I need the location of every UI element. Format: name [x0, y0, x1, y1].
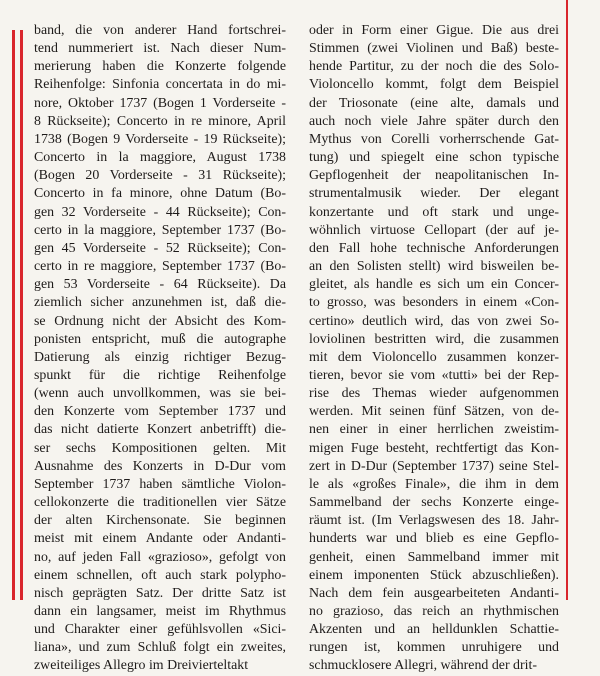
text-line: Reihenfolge: Sinfonia concertata in do mi- — [34, 77, 286, 93]
text-line: tung) und spiegelt eine schon typische — [309, 150, 559, 166]
text-line: Akzenten und an helldunklen Schattie- — [309, 622, 559, 638]
text-line: rungen ist, kommen unruhigere und — [309, 640, 559, 656]
text-line: einem imponenten Stück abzuschließen). — [309, 567, 559, 583]
text-line: einem schnellen, oft auch stark polypho- — [34, 567, 286, 583]
text-line: rise des Themas wieder aufgenommen — [309, 386, 559, 402]
text-line: hunderts war und blieb es eine Gepflo- — [309, 531, 559, 547]
text-line: certino» deutlich wird, das von zwei So- — [309, 313, 559, 329]
text-line: genheit, einen Sammelband immer mit — [309, 549, 559, 565]
text-line: hende Partitur, zu der noch die des Solo- — [309, 59, 559, 75]
text-line: (Bogen 20 Vorderseite - 31 Rückseite); — [34, 168, 286, 184]
text-line: le als «großes Finale», die ihm in dem — [309, 476, 559, 492]
text-line: strumentalmusik wieder. Der elegant — [309, 186, 559, 202]
text-line: September 1737 haben sämtliche Violon- — [34, 476, 286, 492]
text-line: ponisten entspricht, muß die autographe — [34, 331, 286, 347]
text-line: zweiteiliges Allegro im Dreivierteltakt — [34, 658, 249, 674]
text-line: gen 45 Vorderseite - 52 Rückseite); Con- — [34, 240, 286, 256]
text-line: und Charakter einer gefühlsvollen «Sici- — [34, 622, 286, 638]
text-line: 8 Rückseite); Concerto in re minore, April — [34, 113, 286, 129]
text-line: nen einer in einer herrlichen zweistim- — [309, 422, 559, 438]
text-line: gleitet, als handle es sich um ein Concer- — [309, 277, 559, 293]
text-line: certo in la maggiore, September 1737 (Bo- — [34, 222, 286, 238]
text-line: schmucklosere Allegri, während der drit- — [309, 658, 537, 674]
text-line: migen Fuge besteht, rechtfertigt das Kon- — [309, 440, 559, 456]
text-line: dann ein langsamer, meist im Rhythmus — [34, 604, 286, 619]
red-margin-stripe — [20, 30, 23, 600]
text-line: Gepflogenheit der neapolitanischen In- — [309, 168, 559, 184]
text-line: tieren, bevor sie vom «tutti» bei der Rep- — [309, 367, 559, 383]
text-line: (wenn auch unvollkommen, was sie bei- — [34, 386, 286, 402]
text-line: loviolinen bestritten wird, die zusammen — [309, 331, 559, 347]
red-column-divider — [566, 0, 568, 600]
text-line: Stimmen (zwei Violinen und Baß) beste- — [309, 41, 559, 57]
text-line: zert in D-Dur (September 1737) seine Stel- — [309, 458, 559, 474]
text-line: Concerto in fa minore, ohne Datum (Bo- — [34, 186, 286, 202]
text-line: konzertante und oft stark und unge- — [309, 204, 559, 220]
text-line: band, die von anderer Hand fortschrei- — [34, 23, 286, 38]
text-line: Mythus von Corelli vorherrschende Gat- — [309, 131, 559, 147]
text-line: tend nummeriert ist. Nach dieser Num- — [34, 41, 286, 57]
text-line: oder in Form einer Gigue. Die aus drei — [309, 23, 559, 38]
text-line: nisch geprägten Satz. Der dritte Satz ist — [34, 585, 286, 601]
text-line: spunkt für die richtige Reihenfolge — [34, 367, 286, 383]
red-margin-stripe — [12, 30, 15, 600]
text-line: der alten Kirchensonate. Sie beginnen — [34, 513, 286, 529]
text-line: an den Solisten stellt) wird bisweilen be- — [309, 259, 559, 275]
text-line: 1738 (Bogen 9 Vorderseite - 19 Rückseite); — [34, 131, 286, 147]
text-line: Sammelband der sechs Konzerte einge- — [309, 495, 559, 511]
text-line: merierung haben die Konzerte folgende — [34, 59, 286, 75]
text-line: no grazioso, das reich an rhythmischen — [309, 604, 559, 619]
text-line: meist mit einem Andante oder Andanti- — [34, 531, 286, 547]
text-line: werden. Mit seinen fünf Sätzen, von de- — [309, 404, 559, 420]
text-line: das nicht datierte Konzert anbetrifft) die- — [34, 422, 286, 438]
text-line: gen 32 Vorderseite - 44 Rückseite); Con- — [34, 204, 286, 220]
left-text-column — [34, 22, 286, 676]
text-line: cellokonzerte die traditionellen vier Sätze — [34, 495, 286, 511]
text-line: Ausnahme des Konzerts in D-Dur vom — [34, 458, 286, 474]
text-line: nore, Oktober 1737 (Bogen 1 Vorderseite - — [34, 95, 286, 111]
text-line: der Triosonate (eine alte, damals und — [309, 95, 559, 111]
text-line: mit dem Violoncello zusammen konzer- — [309, 349, 559, 365]
text-line: certo in re maggiore, September 1737 (Bo- — [34, 259, 286, 275]
text-line: wöhnlich virtuose Cellopart (der auf je- — [309, 222, 559, 238]
text-line: Datierung als einzig richtiger Bezug- — [34, 349, 286, 365]
text-line: Nach dem fein ausgearbeiteten Andanti- — [309, 585, 559, 601]
text-line: ziemlich sicher anzunehmen ist, daß die- — [34, 295, 286, 311]
text-line: den Konzerte vom September 1737 und — [34, 404, 286, 420]
text-line: auch noch viele Jahre später durch den — [309, 113, 559, 129]
text-line: ser sechs Kompositionen gelten. Mit — [34, 440, 286, 456]
text-line: Violoncello kommt, folgt dem Beispiel — [309, 77, 559, 93]
text-line: no, auf jeden Fall «grazioso», gefolgt von — [34, 549, 286, 565]
right-text-column — [309, 22, 559, 676]
text-line: liana», und zum Schluß folgt ein zweites, — [34, 640, 286, 656]
text-line: Concerto in la maggiore, August 1738 — [34, 150, 286, 166]
text-line: gen 53 Vorderseite - 64 Rückseite). Da — [34, 277, 286, 293]
text-line: to grosso, was besonders in einem «Con- — [309, 295, 559, 311]
text-line: den Fall hohe technische Anforderungen — [309, 240, 559, 256]
text-line: se Ordnung nicht der Absicht des Kom- — [34, 313, 286, 329]
text-line: räumt ist. (Im Verlagswesen des 18. Jahr- — [309, 513, 559, 529]
